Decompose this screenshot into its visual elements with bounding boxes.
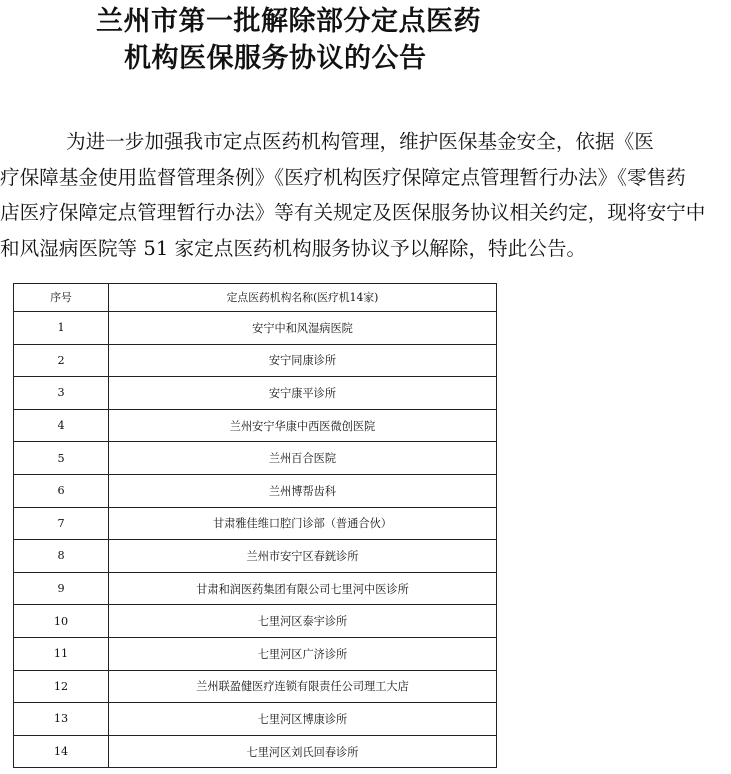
row-name: 安宁中和风湿病医院 [109,312,497,345]
table-row [14,637,497,670]
row-seq: 12 [14,670,109,703]
header-name: 定点医药机构名称(医疗机14家) [109,284,497,312]
row-seq: 14 [14,735,109,768]
table-row [14,312,497,345]
notice-title-line-2: 机构医保服务协议的公告 [124,43,427,74]
row-name: 安宁康平诊所 [109,377,497,410]
row-seq: 11 [14,637,109,670]
row-seq: 9 [14,572,109,605]
row-name: 安宁同康诊所 [109,344,497,377]
row-name: 兰州联盈健医疗连锁有限责任公司理工大店 [109,670,497,703]
table-row [14,474,497,507]
row-name: 甘肃雅佳维口腔门诊部（普通合伙） [109,507,497,540]
row-name: 七里河区博康诊所 [109,703,497,736]
table-row [14,540,497,573]
table-row [14,409,497,442]
row-seq: 3 [14,377,109,410]
row-name: 兰州安宁华康中西医微创医院 [109,409,497,442]
row-seq: 1 [14,312,109,345]
row-name: 兰州百合医院 [109,442,497,475]
body-line-2: 疗保障基金使用监督管理条例》《医疗机构医疗保障定点管理暂行办法》《零售药 [0,165,686,189]
institution-table [13,283,497,768]
notice-title-line-1: 兰州市第一批解除部分定点医药 [96,6,481,37]
table-row [14,735,497,768]
table-row [14,605,497,638]
row-name: 兰州市安宁区春銧诊所 [109,540,497,573]
table-row [14,442,497,475]
table-header-row [14,284,497,312]
row-seq: 2 [14,344,109,377]
body-line-4: 和风湿病医院等 51 家定点医药机构服务协议予以解除，特此公告。 [0,236,587,260]
body-line-3: 店医疗保障定点管理暂行办法》等有关规定及医保服务协议相关约定，现将安宁中 [0,201,706,224]
row-name: 七里河区刘氏回春诊所 [109,735,497,768]
row-seq: 8 [14,540,109,573]
header-seq: 序号 [14,284,109,312]
body-line-1: 为进一步加强我市定点医药机构管理，维护医保基金安全，依据《医 [66,130,654,153]
row-seq: 7 [14,507,109,540]
table-row [14,377,497,410]
row-seq: 10 [14,605,109,638]
row-name: 甘肃和润医药集团有限公司七里河中医诊所 [109,572,497,605]
row-seq: 5 [14,442,109,475]
table-row [14,670,497,703]
table-row [14,507,497,540]
table-row [14,703,497,736]
row-seq: 4 [14,409,109,442]
row-name: 七里河区广济诊所 [109,637,497,670]
row-name: 七里河区泰宇诊所 [109,605,497,638]
row-seq: 13 [14,703,109,736]
row-seq: 6 [14,474,109,507]
table-row [14,344,497,377]
table-row [14,572,497,605]
notice-body [0,124,706,266]
row-name: 兰州博帮齿科 [109,474,497,507]
